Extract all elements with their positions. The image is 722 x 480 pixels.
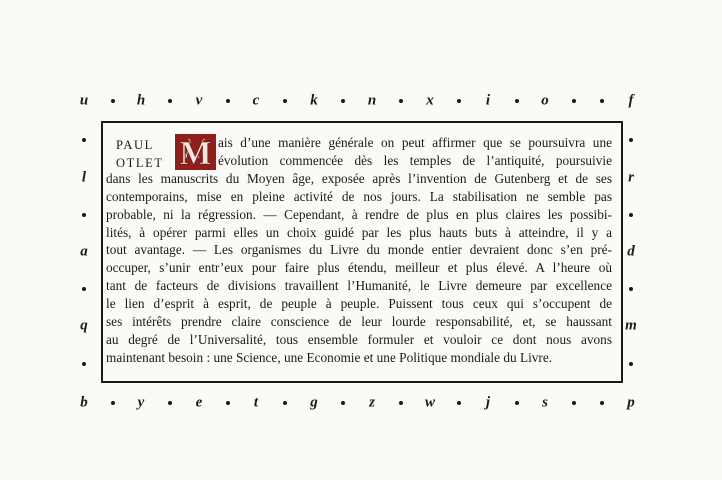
border-dot: [226, 99, 230, 103]
border-letter: z: [369, 394, 375, 411]
border-letter: e: [195, 394, 203, 411]
text-line: occuper, s’unir entr’eux pour faire plus étendu, meilleur et plus élevé. A l’heure où: [106, 260, 612, 276]
border-dot: [572, 99, 576, 103]
text-line: tant de facteurs de divisions travaillent l’Humanité, le Livre demeure par excellence: [106, 278, 612, 294]
text-line: ses intérêts prendre claire conscience de leur lourde responsabilité, et, se haussant: [106, 314, 612, 330]
text-line: contemporains, mise en pleine activité de nos jours. La stabilisation ne semble pas: [106, 188, 612, 204]
text-line: tout avantage. — Les organismes du Livre du monde entier devraient donc s’en pré-: [106, 242, 612, 258]
border-dot: [600, 99, 604, 103]
border-letter: h: [136, 92, 146, 109]
border-dot: [515, 99, 519, 103]
border-dot: [82, 138, 86, 142]
text-line: au degré de l’Universalité, tous ensemble formuler et vouloir ce dont nous avons: [106, 331, 612, 347]
border-dot: [629, 138, 633, 142]
border-letter: l: [81, 169, 87, 186]
border-letter: m: [625, 317, 637, 334]
border-letter: o: [541, 92, 549, 109]
border-dot: [399, 401, 403, 405]
border-letter: q: [80, 317, 88, 334]
border-letter: p: [627, 394, 635, 411]
border-letter: v: [195, 92, 203, 109]
border-dot: [457, 401, 461, 405]
border-dot: [572, 401, 576, 405]
author-last-name: OTLET: [116, 156, 164, 170]
border-dot: [629, 287, 633, 291]
border-letter: w: [424, 394, 435, 411]
border-dot: [82, 362, 86, 366]
border-dot: [168, 99, 172, 103]
text-line: maintenant besoin : une Science, une Economie et une Politique mondiale du Livre.: [106, 349, 553, 365]
border-letter: r: [628, 169, 634, 186]
text-line: dans les manuscrits du Moyen âge, exposée après l’invention de Gutenberg et de ses: [106, 170, 612, 186]
border-dot: [82, 213, 86, 217]
border-dot: [283, 99, 287, 103]
border-dot: [111, 99, 115, 103]
border-letter: f: [628, 92, 634, 109]
border-letter: c: [252, 92, 260, 109]
border-dot: [515, 401, 519, 405]
border-letter: t: [253, 394, 259, 411]
author-first-name: PAUL: [116, 138, 154, 152]
border-dot: [226, 401, 230, 405]
border-letter: i: [485, 92, 491, 109]
border-letter: a: [80, 243, 88, 260]
text-line: probable, ni la régression. — Cependant, à rendre de plus en plus claires les possibi-: [106, 206, 612, 222]
border-dot: [341, 401, 345, 405]
border-dot: [341, 99, 345, 103]
border-letter: y: [137, 394, 145, 411]
border-letter: g: [310, 394, 318, 411]
border-letter: j: [485, 394, 491, 411]
text-line: le lien d’esprit à esprit, de peuple à peuple. Puissent tous ceux qui s’occupent de: [106, 296, 612, 312]
text-line: lités, à opérer parmi elles un choix guidé par les plus hauts buts à atteindre, il y a: [106, 224, 612, 240]
border-dot: [600, 401, 604, 405]
border-letter: s: [542, 394, 548, 411]
border-dot: [457, 99, 461, 103]
border-letter: d: [627, 243, 635, 260]
border-dot: [111, 401, 115, 405]
border-dot: [283, 401, 287, 405]
border-dot: [629, 213, 633, 217]
border-letter: n: [367, 92, 377, 109]
drop-cap-letter: M: [179, 135, 212, 170]
border-dot: [399, 99, 403, 103]
border-letter: b: [80, 394, 88, 411]
text-line: ais d’une manière générale on peut affirmer que se poursuivra une: [218, 135, 612, 150]
border-letter: k: [310, 92, 318, 109]
border-letter: x: [426, 92, 434, 109]
body-text: [106, 134, 612, 367]
border-dot: [82, 287, 86, 291]
text-line: évolution commencée dès les temples de l’antiquité, poursuivie: [218, 152, 612, 168]
border-dot: [168, 401, 172, 405]
border-dot: [629, 362, 633, 366]
border-letter: u: [79, 92, 89, 109]
